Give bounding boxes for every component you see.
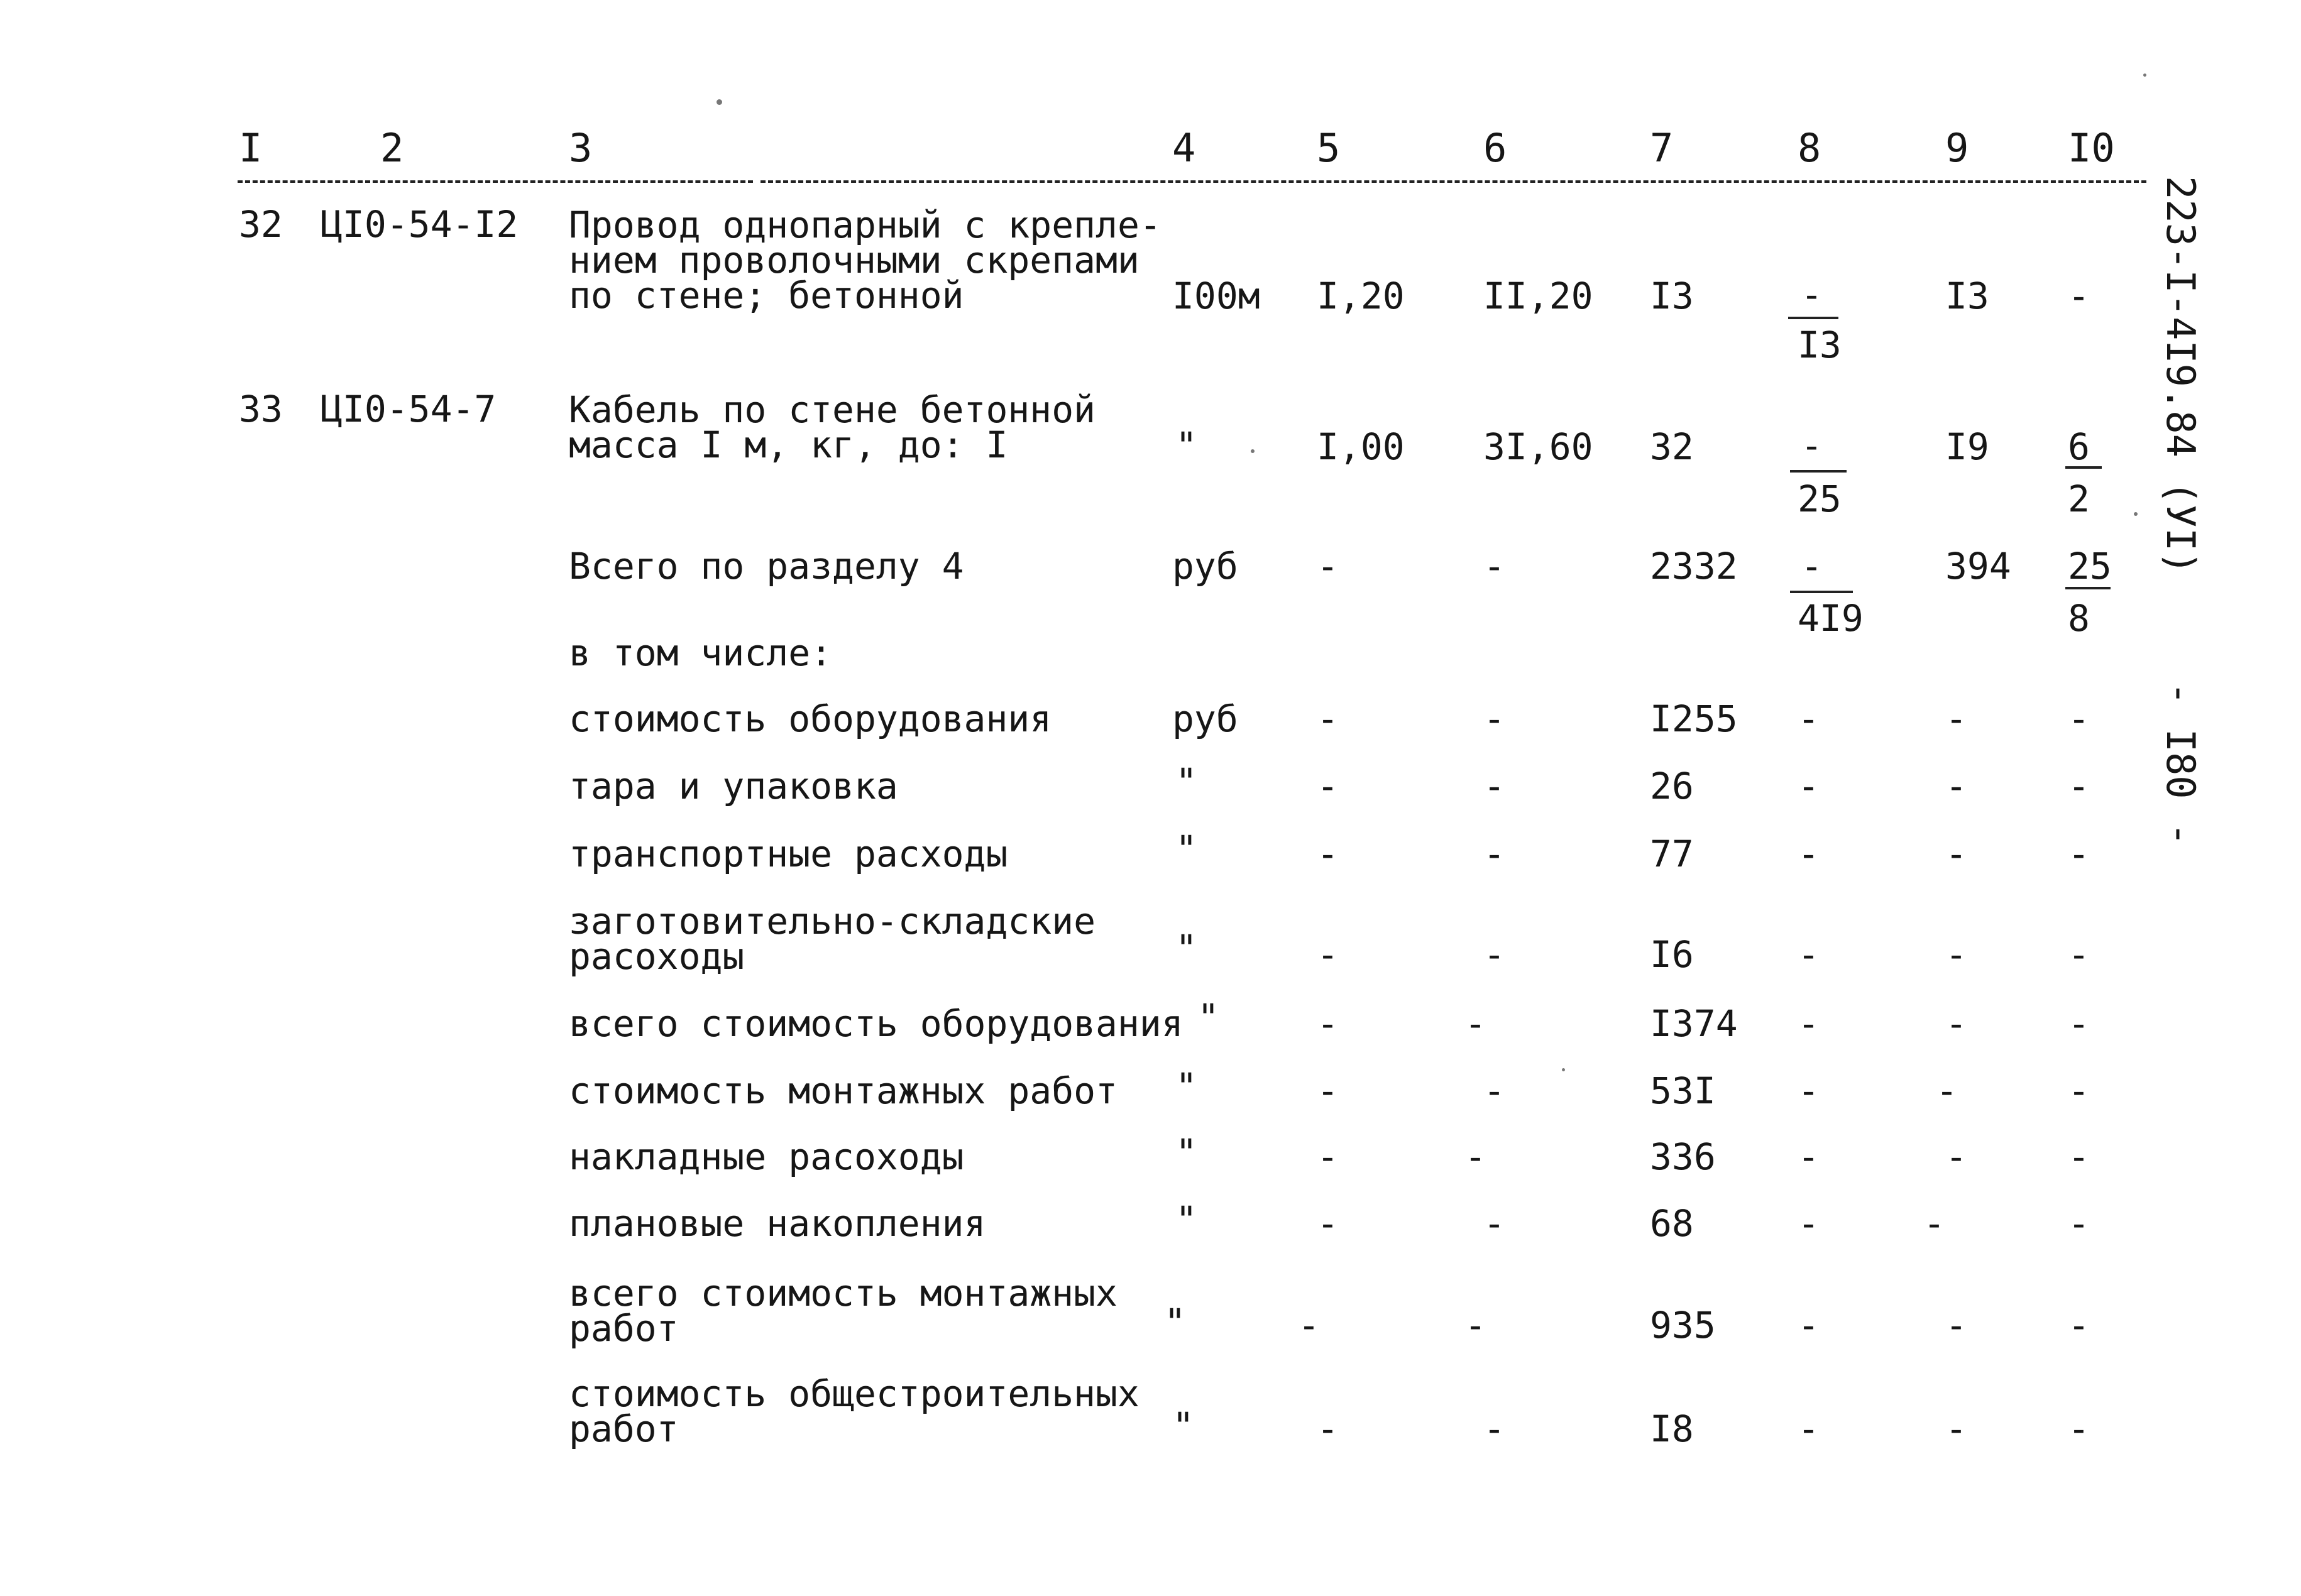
col-8-numerator: - — [1801, 273, 1823, 316]
col-7-value: 336 — [1650, 1135, 1716, 1178]
col-10-denominator: 2 — [2068, 478, 2090, 520]
col-5-value: - — [1317, 833, 1339, 875]
col-9-value: 394 — [1945, 545, 2011, 588]
description-line: масса I м, кг, до: I — [569, 424, 1008, 466]
col-8-header: 8 — [1798, 125, 1821, 171]
unit: " — [1175, 1198, 1197, 1241]
item-description — [569, 1372, 1140, 1450]
unit: " — [1175, 760, 1197, 803]
description-line: всего стоимость монтажных — [569, 1272, 1118, 1315]
col-6-value: 3I,60 — [1483, 425, 1593, 468]
col-3-header: 3 — [569, 125, 593, 171]
item-description — [569, 900, 1096, 978]
col-6-value: - — [1483, 697, 1505, 740]
col-10-denominator: 8 — [2068, 597, 2090, 640]
description — [569, 204, 1161, 317]
unit: " — [1175, 1131, 1197, 1174]
description-line: работ — [569, 1307, 679, 1350]
item-description: стоимость монтажных работ — [569, 1069, 1118, 1112]
unit: " — [1175, 927, 1197, 970]
col-6-value: - — [1483, 765, 1505, 807]
col-7-value: 2332 — [1650, 545, 1738, 588]
col-8-value: - — [1798, 765, 1820, 807]
col-4-header: 4 — [1172, 125, 1196, 171]
col-10-value: - — [2068, 1069, 2090, 1112]
unit: руб — [1172, 545, 1238, 588]
col-9-value: - — [1936, 1069, 1958, 1112]
document-code: 223-I-4I9.84 (УI) — [2158, 176, 2204, 575]
col-9-value: - — [1945, 1407, 1967, 1450]
unit: " — [1175, 1065, 1197, 1108]
col-8-value: - — [1798, 1002, 1820, 1045]
col-8-value: - — [1798, 1304, 1820, 1347]
col-5-value: - — [1317, 1407, 1339, 1450]
col-9-value: - — [1945, 1002, 1967, 1045]
col-9-value: I9 — [1945, 425, 1989, 468]
col-5-value: - — [1317, 1135, 1339, 1178]
col-9-value: - — [1945, 697, 1967, 740]
col-8-denominator: I3 — [1798, 324, 1842, 366]
col-8-value: - — [1798, 1407, 1820, 1450]
fraction-bar — [2065, 587, 2111, 589]
col-8-denominator: 25 — [1798, 478, 1842, 520]
col-10-value: - — [2068, 833, 2090, 875]
col-8-numerator: - — [1801, 545, 1823, 588]
col-6-value: - — [1483, 1407, 1505, 1450]
col-9-header: 9 — [1945, 125, 1969, 171]
item-description: накладные расоходы — [569, 1135, 964, 1178]
col-8-value: - — [1798, 1069, 1820, 1112]
col-5-header: 5 — [1317, 125, 1341, 171]
col-5-value: - — [1298, 1304, 1320, 1347]
col-10-value: - — [2068, 765, 2090, 807]
col-7-value: I6 — [1650, 933, 1694, 976]
col-10-value: - — [2068, 697, 2090, 740]
col-8-value: - — [1798, 697, 1820, 740]
col-7-value: 32 — [1650, 425, 1694, 468]
fraction-bar — [1790, 470, 1847, 473]
col-5-value: I,00 — [1317, 425, 1405, 468]
item-description: плановые накопления — [569, 1202, 986, 1245]
scan-speck — [1251, 449, 1255, 453]
item-description: транспортные расходы — [569, 833, 1008, 875]
unit: руб — [1172, 697, 1238, 740]
rate-code: ЦI0-54-I2 — [321, 203, 519, 246]
scan-speck — [1562, 1068, 1565, 1071]
scan-speck — [717, 99, 722, 105]
unit: I00м — [1172, 275, 1260, 317]
col-7-value: 26 — [1650, 765, 1694, 807]
col-7-header: 7 — [1650, 125, 1674, 171]
page-number: - I80 - — [2158, 682, 2204, 846]
scan-speck — [2134, 512, 2138, 516]
col-5-value: - — [1317, 1069, 1339, 1112]
col-8-value: - — [1798, 833, 1820, 875]
col-7-value: 68 — [1650, 1202, 1694, 1245]
col-10-header: I0 — [2068, 125, 2115, 171]
col-1-header: I — [239, 125, 263, 171]
header-rule — [238, 180, 753, 183]
col-6-value: - — [1483, 933, 1505, 976]
col-6-header: 6 — [1483, 125, 1507, 171]
col-5-value: - — [1317, 697, 1339, 740]
description — [569, 388, 1096, 466]
fraction-bar — [2065, 466, 2102, 469]
col-9-value: - — [1945, 1135, 1967, 1178]
item-description: всего стоимость оборудования — [569, 1002, 1183, 1045]
col-2-header: 2 — [380, 125, 404, 171]
col-10-value: - — [2068, 1304, 2090, 1347]
col-10-value: - — [2068, 933, 2090, 976]
description-line: заготовительно-складские — [569, 900, 1096, 943]
col-5-value: - — [1317, 1002, 1339, 1045]
col-5-value: - — [1317, 933, 1339, 976]
col-7-value: 77 — [1650, 833, 1694, 875]
unit: " — [1172, 1404, 1194, 1447]
unit: " — [1175, 424, 1197, 467]
col-9-value: - — [1945, 765, 1967, 807]
col-10-value: - — [2068, 1202, 2090, 1245]
description-line: Кабель по стене бетонной — [569, 388, 1096, 431]
col-6-value: II,20 — [1483, 275, 1593, 317]
col-6-value: - — [1464, 1002, 1486, 1045]
item-description: тара и упаковка — [569, 765, 898, 807]
total-label: Всего по разделу 4 — [569, 545, 964, 588]
header-rule — [761, 180, 2146, 183]
description-line: Провод однопарный с крепле- — [569, 204, 1161, 246]
description-line: расоходы — [569, 935, 745, 978]
col-8-numerator: - — [1801, 424, 1823, 467]
col-7-value: 935 — [1650, 1304, 1716, 1347]
col-5-value: - — [1317, 765, 1339, 807]
col-6-value: - — [1483, 833, 1505, 875]
col-10-numerator: 6 — [2068, 425, 2090, 468]
row-number: 33 — [239, 388, 283, 430]
item-description — [569, 1272, 1118, 1350]
col-10-value: - — [2068, 275, 2090, 317]
col-7-value: I374 — [1650, 1002, 1738, 1045]
col-7-value: I3 — [1650, 275, 1694, 317]
col-9-value: - — [1923, 1202, 1945, 1245]
scan-speck — [2143, 74, 2146, 77]
col-9-value: - — [1945, 833, 1967, 875]
col-5-value: I,20 — [1317, 275, 1405, 317]
row-number: 32 — [239, 203, 283, 246]
col-10-value: - — [2068, 1135, 2090, 1178]
col-6-value: - — [1483, 1069, 1505, 1112]
col-8-value: - — [1798, 1135, 1820, 1178]
description-line: по стене; бетонной — [569, 274, 964, 317]
unit: " — [1197, 996, 1219, 1039]
col-8-value: - — [1798, 1202, 1820, 1245]
col-6-value: - — [1483, 1202, 1505, 1245]
col-10-numerator: 25 — [2068, 545, 2112, 588]
col-9-value: - — [1945, 1304, 1967, 1347]
description-line: работ — [569, 1407, 679, 1450]
col-7-value: I255 — [1650, 697, 1738, 740]
fraction-bar — [1788, 317, 1838, 319]
col-6-value: - — [1464, 1135, 1486, 1178]
unit: " — [1175, 828, 1197, 870]
col-9-value: I3 — [1945, 275, 1989, 317]
rate-code: ЦI0-54-7 — [321, 388, 497, 430]
col-7-value: 53I — [1650, 1069, 1716, 1112]
description-line: нием проволочными скрепами — [569, 239, 1140, 281]
col-8-value: - — [1798, 933, 1820, 976]
col-8-denominator: 4I9 — [1798, 597, 1864, 640]
col-5-value: - — [1317, 545, 1339, 588]
col-10-value: - — [2068, 1002, 2090, 1045]
description-line: стоимость общестроительных — [569, 1372, 1140, 1415]
unit: " — [1164, 1301, 1186, 1343]
col-9-value: - — [1945, 933, 1967, 976]
col-6-value: - — [1464, 1304, 1486, 1347]
col-5-value: - — [1317, 1202, 1339, 1245]
col-10-value: - — [2068, 1407, 2090, 1450]
col-7-value: I8 — [1650, 1407, 1694, 1450]
item-description: стоимость оборудования — [569, 697, 1052, 740]
including-label: в том числе: — [569, 631, 833, 674]
fraction-bar — [1790, 591, 1853, 593]
col-6-value: - — [1483, 545, 1505, 588]
